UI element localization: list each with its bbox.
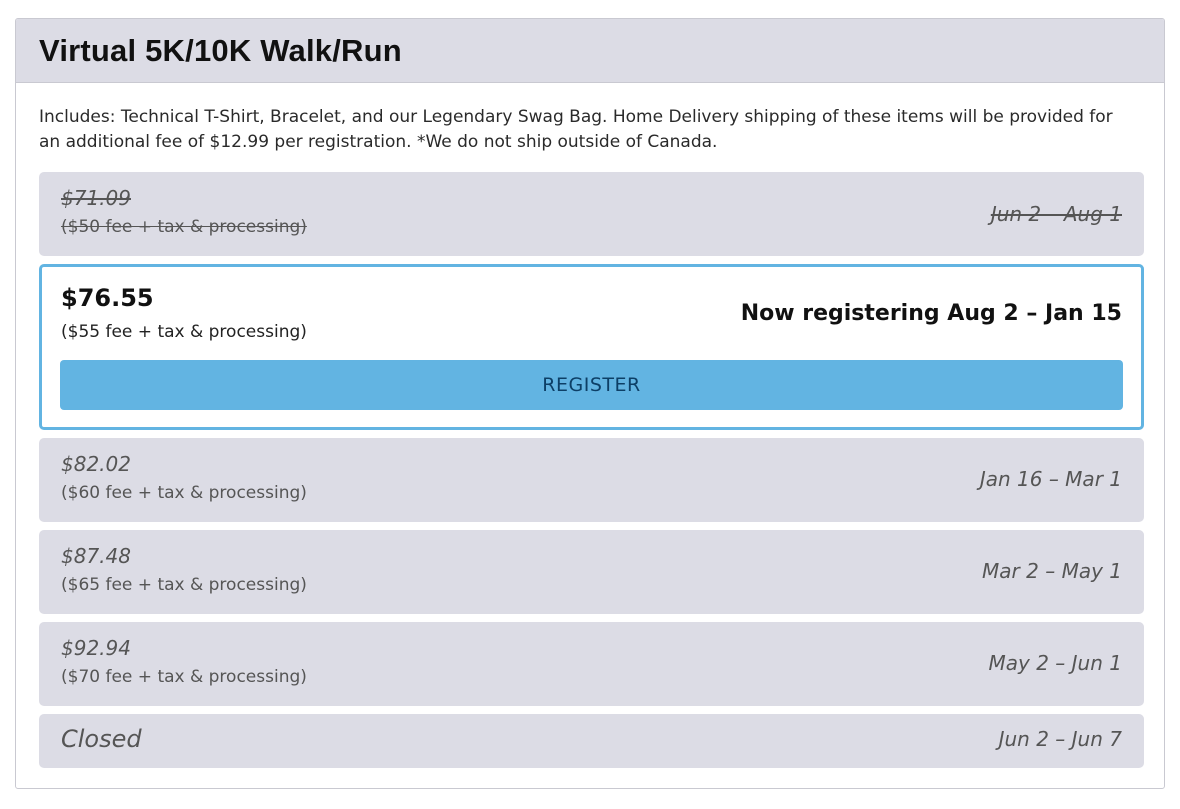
pricing-tier-upcoming [39,530,1144,614]
tier-fee: ($70 fee + tax & processing) [61,667,307,687]
tier-price: $82.02 [61,452,131,476]
tier-price: $76.55 [61,284,154,312]
register-button[interactable]: REGISTER [60,360,1123,410]
tier-dates: Jun 2 – Jun 7 [998,727,1122,751]
tier-dates: Jan 16 – Mar 1 [979,467,1122,491]
tier-price: $92.94 [61,636,131,660]
tier-dates: Jun 2 – Aug 1 [990,202,1122,226]
tier-status: Closed [61,725,142,753]
tier-fee: ($65 fee + tax & processing) [61,575,307,595]
card-header [16,19,1164,83]
tier-dates: May 2 – Jun 1 [988,651,1122,675]
pricing-tier-expired [39,172,1144,256]
tier-price: $87.48 [61,544,131,568]
tier-fee: ($50 fee + tax & processing) [61,217,307,237]
registration-card [15,18,1165,789]
pricing-tier-upcoming [39,438,1144,522]
card-title: Virtual 5K/10K Walk/Run [39,32,402,68]
tier-fee: ($60 fee + tax & processing) [61,483,307,503]
tier-price: $71.09 [61,186,131,210]
tier-fee: ($55 fee + tax & processing) [61,322,307,342]
pricing-tier-active [39,264,1144,430]
pricing-tier-upcoming [39,622,1144,706]
tier-dates: Mar 2 – May 1 [982,559,1122,583]
tier-dates: Now registering Aug 2 – Jan 15 [740,301,1122,326]
event-description: Includes: Technical T-Shirt, Bracelet, and our Legendary Swag Bag. Home Delivery shipping of these items will be provided for an additional fee of $12.99 per registration. *We do not ship outside of Canada. [39,107,1113,152]
pricing-tier-closed [39,714,1144,768]
